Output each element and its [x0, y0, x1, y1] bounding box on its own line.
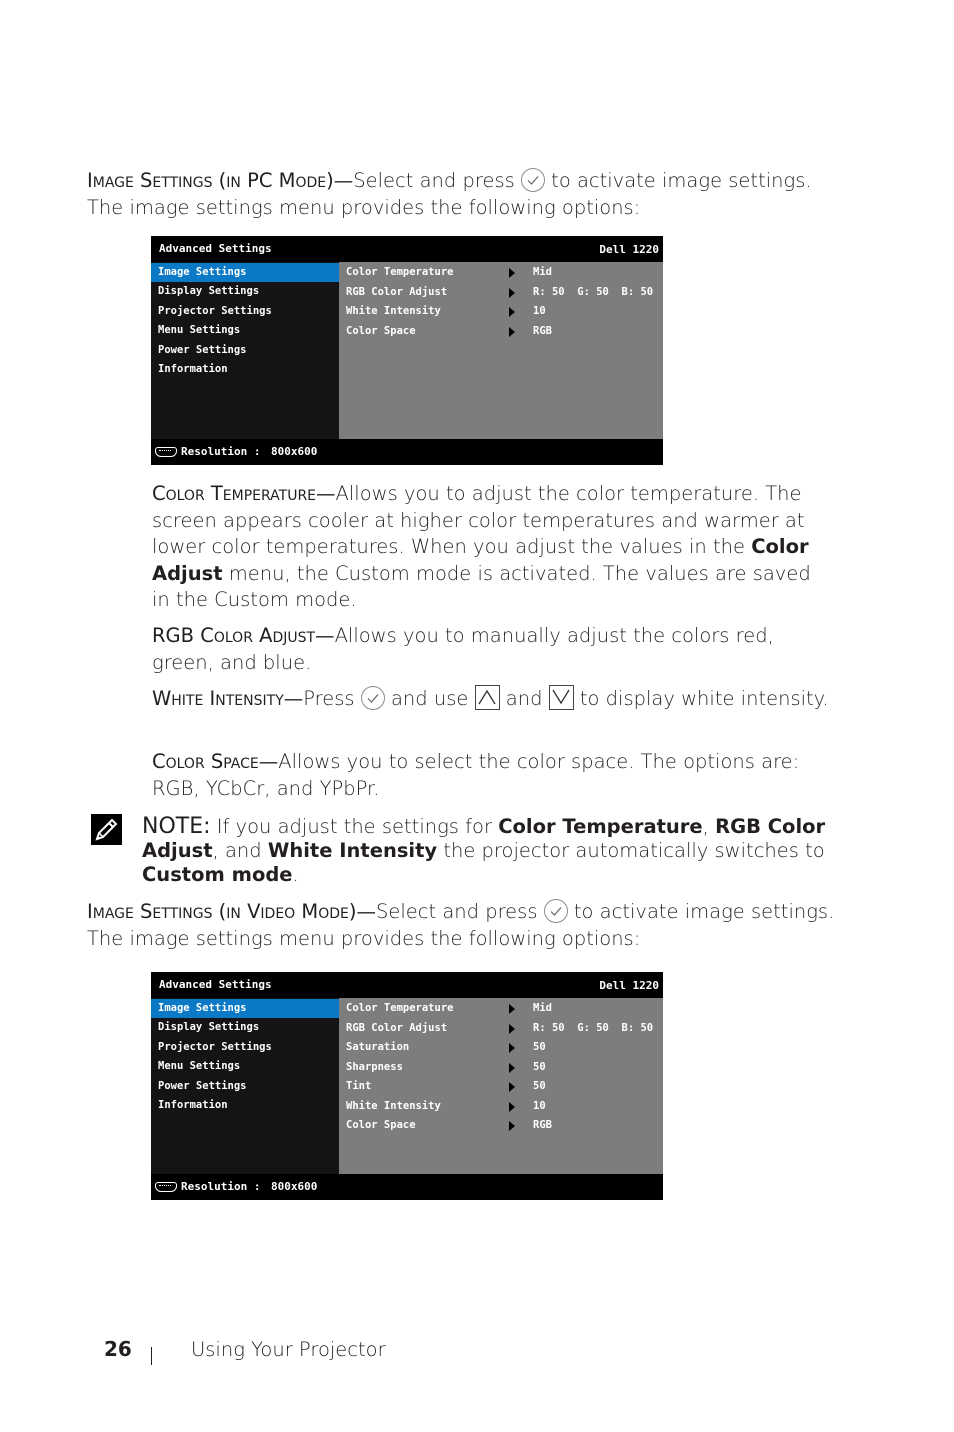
- footer-divider: [151, 1347, 152, 1365]
- osd-menu-list: [151, 262, 339, 439]
- osd-settings-panel: [339, 262, 663, 439]
- color-space-paragraph: Color Space—Allows you to select the color space. The options are: RGB, YCbCr, and YPbPr.: [152, 750, 800, 800]
- osd-row[interactable]: [339, 283, 663, 302]
- osd-row[interactable]: [339, 1077, 663, 1096]
- color-temperature-paragraph: Color Temperature—Allows you to adjust the color temperature. The screen appears cooler at higher color temperatures and warmer at lower color temperatures. When you adjust the values in the Color Adjust menu, the Custom mode is activated. The values are saved in the Custom mode.: [152, 482, 811, 611]
- osd-row-value: 50: [533, 1080, 546, 1092]
- osd-menu-list: [151, 998, 339, 1175]
- resolution-value: 800x600: [271, 1180, 318, 1193]
- color-temperature-heading: Color Temperature—: [152, 482, 336, 505]
- pc-mode-paragraph: Image Settings (in PC Mode)—Select and press to activate image settings. The image settings menu provides the following options:: [87, 169, 812, 219]
- arrow-right-icon: [509, 1121, 515, 1131]
- arrow-right-icon: [509, 307, 515, 317]
- osd-menu-item-information[interactable]: Information: [158, 363, 228, 375]
- osd-row-value: R: 50 G: 50 B: 50: [533, 1022, 654, 1034]
- osd-menu-item-power-settings[interactable]: Power Settings: [158, 344, 247, 356]
- enter-button-icon: [544, 899, 568, 923]
- osd-row[interactable]: [339, 1097, 663, 1116]
- osd-row-label: Color Space: [346, 1119, 416, 1131]
- osd-row[interactable]: [339, 302, 663, 321]
- osd-row[interactable]: [339, 322, 663, 341]
- osd-row-label: Color Temperature: [346, 1002, 454, 1014]
- resolution-label: Resolution :: [181, 1180, 261, 1193]
- osd-row[interactable]: [339, 1116, 663, 1135]
- arrow-right-icon: [509, 1063, 515, 1073]
- osd-menu-item-projector-settings[interactable]: Projector Settings: [158, 305, 272, 317]
- arrow-right-icon: [509, 1082, 515, 1092]
- pc-mode-heading: Image Settings (in PC Mode)—: [87, 169, 354, 192]
- osd-model: Dell 1220: [599, 979, 659, 992]
- arrow-right-icon: [509, 1043, 515, 1053]
- osd-menu-item-image-settings[interactable]: Image Settings: [151, 263, 339, 282]
- rgb-color-adjust-paragraph: RGB Color Adjust—Allows you to manually adjust the colors red, green, and blue.: [152, 624, 774, 674]
- vga-source-icon: [155, 1182, 177, 1192]
- resolution-value: 800x600: [271, 445, 318, 458]
- osd-title: Advanced Settings: [159, 978, 272, 991]
- enter-button-icon: [361, 686, 385, 710]
- arrow-right-icon: [509, 288, 515, 298]
- osd-row-label: White Intensity: [346, 305, 441, 317]
- osd-row[interactable]: [339, 263, 663, 282]
- osd-model: Dell 1220: [599, 243, 659, 256]
- color-space-heading: Color Space—: [152, 750, 279, 773]
- arrow-right-icon: [509, 1004, 515, 1014]
- osd-row-value: Mid: [533, 1002, 552, 1014]
- osd-row-label: Tint: [346, 1080, 372, 1092]
- up-button-icon: [475, 685, 500, 710]
- note-label: NOTE:: [142, 814, 211, 839]
- osd-settings-panel: [339, 998, 663, 1175]
- osd-row[interactable]: [339, 1038, 663, 1057]
- osd-menu-video-mode: [151, 972, 663, 1200]
- osd-menu-item-display-settings[interactable]: Display Settings: [158, 1021, 260, 1033]
- arrow-right-icon: [509, 1102, 515, 1112]
- osd-row[interactable]: [339, 1019, 663, 1038]
- osd-row-value: R: 50 G: 50 B: 50: [533, 286, 654, 298]
- osd-row-value: 10: [533, 305, 546, 317]
- osd-row-value: Mid: [533, 266, 552, 278]
- osd-row-value: 50: [533, 1061, 546, 1073]
- osd-row-label: Saturation: [346, 1041, 410, 1053]
- osd-row-value: 10: [533, 1100, 546, 1112]
- note-paragraph: NOTE: If you adjust the settings for Color Temperature, RGB Color Adjust, and White Intensity the projector automatically switches to Custom mode.: [142, 814, 826, 886]
- osd-menu-item-power-settings[interactable]: Power Settings: [158, 1080, 247, 1092]
- down-button-icon: [549, 685, 574, 710]
- osd-row-label: White Intensity: [346, 1100, 441, 1112]
- osd-row-label: RGB Color Adjust: [346, 286, 448, 298]
- resolution-label: Resolution :: [181, 445, 261, 458]
- osd-menu-item-menu-settings[interactable]: Menu Settings: [158, 1060, 241, 1072]
- osd-row-value: RGB: [533, 325, 552, 337]
- osd-menu-item-menu-settings[interactable]: Menu Settings: [158, 324, 241, 336]
- osd-title: Advanced Settings: [159, 242, 272, 255]
- arrow-right-icon: [509, 327, 515, 337]
- white-intensity-heading: White Intensity—: [152, 687, 304, 710]
- osd-row-label: Color Temperature: [346, 266, 454, 278]
- arrow-right-icon: [509, 1024, 515, 1034]
- osd-row-value: 50: [533, 1041, 546, 1053]
- footer-section-title: Using Your Projector: [191, 1338, 386, 1361]
- osd-row-label: Sharpness: [346, 1061, 403, 1073]
- enter-button-icon: [521, 168, 545, 192]
- white-intensity-paragraph: White Intensity—Press and use and to display white intensity.: [152, 687, 829, 710]
- vga-source-icon: [155, 447, 177, 457]
- osd-row[interactable]: [339, 999, 663, 1018]
- osd-menu-item-information[interactable]: Information: [158, 1099, 228, 1111]
- video-mode-paragraph: Image Settings (in Video Mode)—Select and press to activate image settings. The image settings menu provides the following options:: [87, 900, 835, 950]
- osd-row[interactable]: [339, 1058, 663, 1077]
- note-pencil-icon: [91, 814, 122, 845]
- page-number: 26: [104, 1337, 132, 1361]
- osd-menu-item-image-settings[interactable]: Image Settings: [151, 999, 339, 1018]
- osd-menu-item-display-settings[interactable]: Display Settings: [158, 285, 260, 297]
- arrow-right-icon: [509, 268, 515, 278]
- osd-row-label: Color Space: [346, 325, 416, 337]
- osd-menu-pc-mode: [151, 236, 663, 465]
- osd-row-value: RGB: [533, 1119, 552, 1131]
- osd-status-bar: [151, 1174, 663, 1200]
- osd-menu-item-projector-settings[interactable]: Projector Settings: [158, 1041, 272, 1053]
- osd-status-bar: [151, 439, 663, 465]
- rgb-color-adjust-heading: RGB Color Adjust—: [152, 624, 335, 647]
- osd-row-label: RGB Color Adjust: [346, 1022, 448, 1034]
- video-mode-heading: Image Settings (in Video Mode)—: [87, 900, 376, 923]
